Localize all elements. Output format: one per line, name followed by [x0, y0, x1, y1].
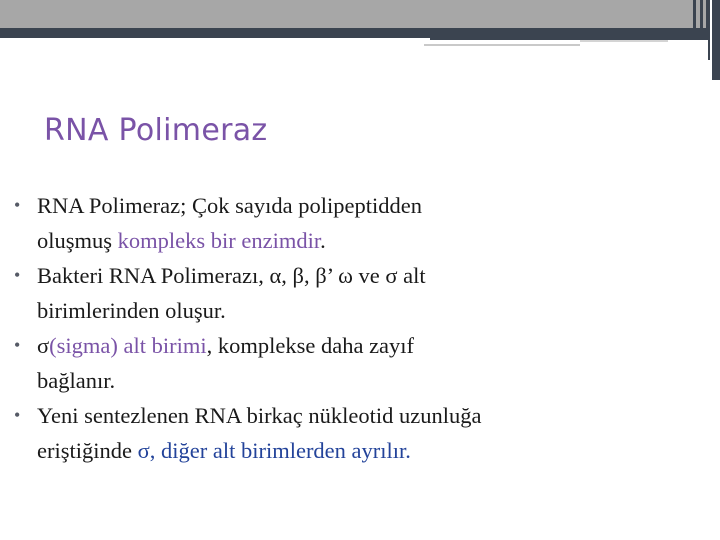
bullet-marker: •	[14, 265, 21, 285]
header-stripe	[700, 0, 703, 40]
slide-title: RNA Polimeraz	[44, 113, 268, 148]
bullet-line	[37, 363, 704, 398]
bullet-item	[14, 328, 704, 398]
bullet-marker: •	[14, 335, 21, 355]
slide-body	[14, 188, 704, 468]
highlighted-text: (sigma) alt birimi	[49, 333, 207, 358]
bullet-line	[37, 188, 704, 223]
bullet-text: σ	[37, 333, 50, 358]
bullet-line	[37, 258, 704, 293]
bullet-text: Bakteri RNA Polimerazı, α, β, β’ ω ve σ alt	[37, 263, 426, 288]
bullet-text: , komplekse daha zayıf	[206, 333, 415, 358]
highlighted-text: σ, diğer alt birimlerden ayrılır.	[137, 438, 411, 463]
highlighted-text: kompleks bir enzimdir	[117, 228, 321, 253]
corner-bar-thin	[708, 0, 710, 60]
accent-line	[580, 40, 668, 42]
header-stripe	[693, 0, 696, 40]
header-bar-dark-extension	[430, 28, 708, 40]
bullet-line	[37, 293, 704, 328]
bullet-line	[37, 223, 704, 258]
bullet-text: birimlerinden oluşur.	[37, 298, 226, 323]
bullet-line	[37, 433, 704, 468]
bullet-text: Yeni sentezlenen RNA birkaç nükleotid uzunluğa	[37, 403, 482, 428]
bullet-line	[37, 398, 704, 433]
corner-bar	[712, 0, 720, 80]
bullet-text: eriştiğinde	[37, 438, 138, 463]
bullet-marker: •	[14, 195, 21, 215]
bullet-text: RNA Polimeraz; Çok sayıda polipeptidden	[37, 193, 422, 218]
bullet-marker: •	[14, 405, 21, 425]
bullet-item	[14, 398, 704, 468]
bullet-item	[14, 258, 704, 328]
bullet-line	[37, 328, 704, 363]
accent-line	[424, 44, 580, 46]
bullet-text: bağlanır.	[37, 368, 116, 393]
header-bar-gray	[0, 0, 708, 28]
bullet-item	[14, 188, 704, 258]
bullet-text: oluşmuş	[37, 228, 118, 253]
bullet-text: .	[320, 228, 326, 253]
